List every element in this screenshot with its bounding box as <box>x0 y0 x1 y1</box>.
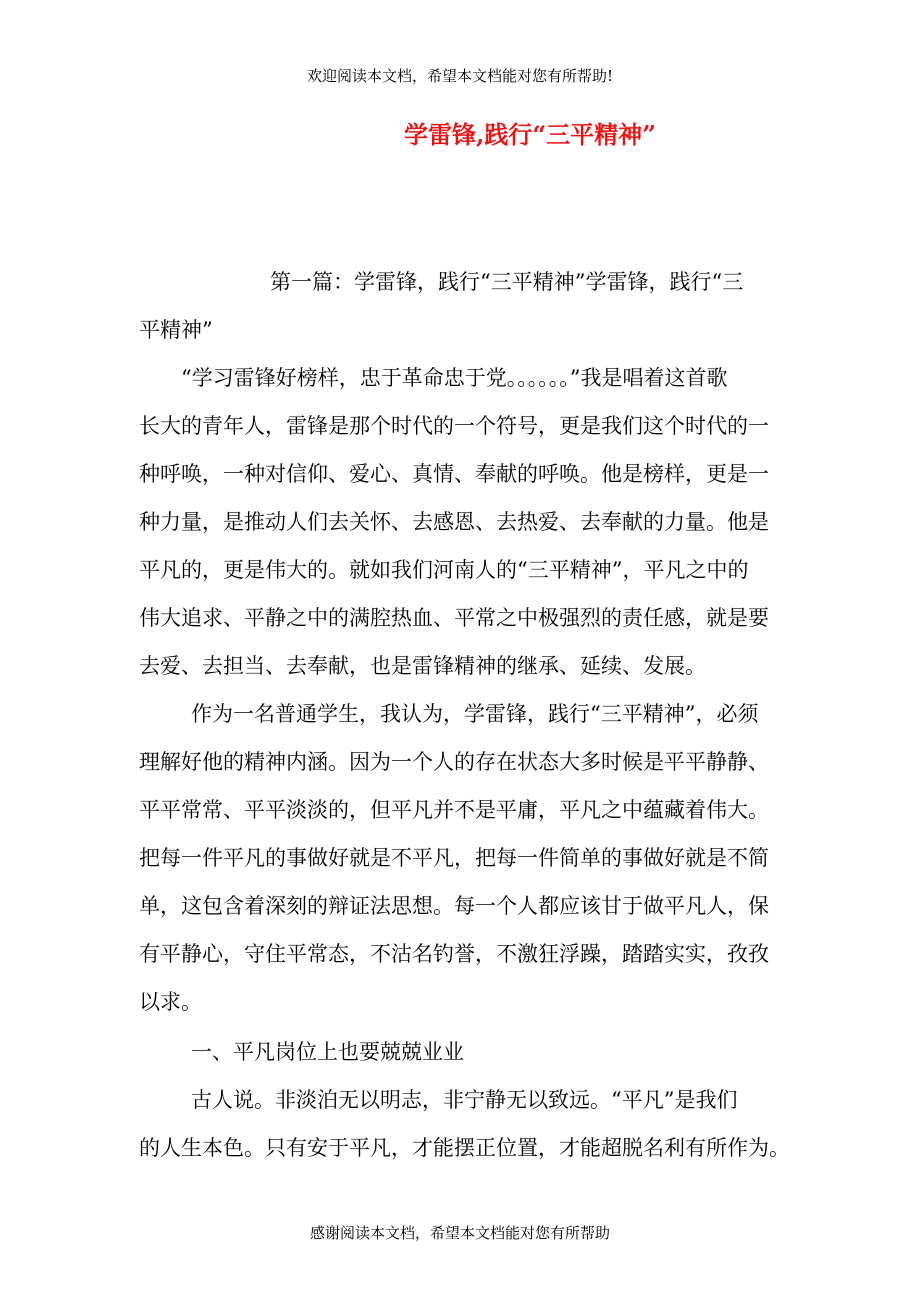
paragraph-line-3: “学习雷锋好榜样，忠于革命忠于党。。。。。。”我是唱着这首歌 <box>181 366 728 390</box>
section-heading: 一、平凡岗位上也要兢兢业业 <box>191 1040 464 1064</box>
paragraph-line-10: 作为一名普通学生，我认为，学雷锋，践行“三平精神”，必须 <box>191 702 759 726</box>
paragraph-line-14: 单，这包含着深刻的辩证法思想。每一个人都应该甘于做平凡人，保 <box>139 894 769 918</box>
paragraph-line-16: 以求。 <box>139 990 202 1014</box>
paragraph-line-6: 种力量，是推动人们去关怀、去感恩、去热爱、去奉献的力量。他是 <box>139 510 769 534</box>
page-header-note: 欢迎阅读本文档，希望本文档能对您有所帮助! <box>306 67 614 85</box>
paragraph-line-12: 平平常常、平平淡淡的，但平凡并不是平庸，平凡之中蕴藏着伟大。 <box>139 798 769 822</box>
paragraph-line-2: 平精神” <box>139 318 213 342</box>
paragraph-line-11: 理解好他的精神内涵。因为一个人的存在状态大多时候是平平静静、 <box>139 750 769 774</box>
document-title: 学雷锋,践行“三平精神” <box>404 120 656 149</box>
paragraph-line-19: 的人生本色。只有安于平凡，才能摆正位置，才能超脱名利有所作为。 <box>139 1136 790 1160</box>
paragraph-line-4: 长大的青年人，雷锋是那个时代的一个符号，更是我们这个时代的一 <box>139 414 769 438</box>
paragraph-line-1: 第一篇：学雷锋，践行“三平精神”学雷锋，践行“三 <box>270 270 744 294</box>
paragraph-line-15: 有平静心，守住平常态，不沽名钓誉，不激狂浮躁，踏踏实实，孜孜 <box>139 942 769 966</box>
paragraph-line-18: 古人说。非淡泊无以明志，非宁静无以致远。“平凡”是我们 <box>191 1088 738 1112</box>
paragraph-line-9: 去爱、去担当、去奉献，也是雷锋精神的继承、延续、发展。 <box>139 654 706 678</box>
paragraph-line-8: 伟大追求、平静之中的满腔热血、平常之中极强烈的责任感，就是要 <box>139 606 769 630</box>
paragraph-line-13: 把每一件平凡的事做好就是不平凡，把每一件简单的事做好就是不简 <box>139 846 769 870</box>
paragraph-line-7: 平凡的，更是伟大的。就如我们河南人的“三平精神”，平凡之中的 <box>139 558 749 582</box>
paragraph-line-5: 种呼唤，一种对信仰、爱心、真情、奉献的呼唤。他是榜样，更是一 <box>139 462 769 486</box>
page-footer-note: 感谢阅读本文档，希望本文档能对您有所帮助 <box>309 1224 610 1242</box>
